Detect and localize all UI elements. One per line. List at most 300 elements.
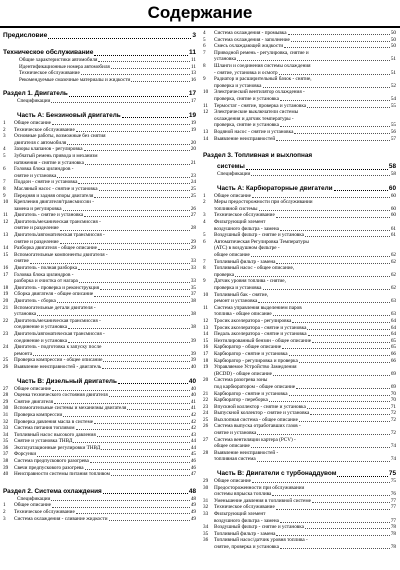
- toc-entry-title: воздушного фильтра - замена: [214, 225, 279, 232]
- toc-entry-page: 41: [190, 398, 196, 405]
- toc-entry-page: 17: [190, 98, 196, 105]
- toc-entry-title: Техническое обслуживание: [14, 509, 75, 516]
- dot-leader: [252, 482, 390, 483]
- toc-entry-page: 42: [190, 425, 196, 432]
- dot-leader: [292, 322, 389, 323]
- toc-entry-title: Двигатель - снятие и установка: [14, 212, 84, 219]
- toc-entry[interactable]: [3, 146, 196, 153]
- spacer: [3, 478, 196, 485]
- toc-entry-title: Фильтрующий элемент: [214, 511, 266, 517]
- toc-entry-title: Часть B: Двигатели с турбонаддувом: [217, 470, 337, 478]
- toc-entry[interactable]: [3, 465, 196, 472]
- toc-entry-number: 10: [203, 291, 209, 298]
- toc-entry[interactable]: [203, 171, 396, 178]
- toc-entry-page: 39: [190, 337, 196, 344]
- dot-leader: [251, 447, 390, 448]
- toc-entry-title: Зубчатый ремень привода и механизм: [14, 152, 98, 159]
- toc-entry-title: Проверка компрессии - общее описание: [14, 357, 103, 364]
- toc-entry[interactable]: [203, 377, 396, 384]
- dot-leader: [127, 409, 189, 410]
- toc-section-heading[interactable]: [203, 151, 396, 160]
- toc-entry-page: 19: [188, 111, 196, 119]
- dot-leader: [131, 81, 189, 82]
- toc-entry-title: Свечи предпускового разогрева: [14, 464, 84, 471]
- toc-entry-title: Часть A: Карбюраторные двигатели: [217, 184, 333, 192]
- toc-entry-title: Система питания топливом: [14, 425, 75, 432]
- toc-entry-number: 1: [3, 502, 6, 509]
- toc-entry[interactable]: [203, 478, 396, 485]
- toc-entry[interactable]: [203, 351, 396, 358]
- toc-entry-number: 2: [3, 509, 6, 516]
- toc-entry-page: 40: [188, 377, 196, 385]
- toc-entry[interactable]: [3, 458, 196, 465]
- dot-leader: [78, 269, 190, 270]
- toc-entry[interactable]: [203, 278, 396, 285]
- toc-entry-page: 11: [191, 57, 196, 63]
- toc-entry[interactable]: [203, 129, 396, 136]
- dot-leader: [282, 348, 390, 349]
- dot-leader: [37, 315, 190, 316]
- toc-entry-title: Уменьшение давления в топливной системе: [214, 497, 311, 504]
- toc-entry-page: 42: [190, 411, 196, 418]
- dot-leader: [51, 500, 190, 501]
- toc-entry[interactable]: [3, 166, 196, 173]
- toc-entry[interactable]: [3, 338, 196, 345]
- toc-entry-title: Двигатель/автоматическая трансмиссия -: [14, 232, 105, 239]
- toc-entry-title: Двигатель/механическая трансмиссия -: [14, 218, 101, 225]
- toc-entry[interactable]: [203, 450, 396, 457]
- toc-entry[interactable]: [3, 344, 196, 351]
- toc-entry-title: топливной системы: [214, 205, 258, 212]
- toc-entry[interactable]: [203, 298, 396, 305]
- dot-leader: [102, 368, 190, 369]
- toc-entry-title: Общее описание: [214, 478, 251, 485]
- toc-entry-title: Автоматическая Регулировка Температуры: [214, 238, 309, 245]
- toc-entry[interactable]: [203, 371, 396, 378]
- dot-leader: [99, 190, 190, 191]
- toc-entry-number: 13: [203, 324, 209, 331]
- toc-entry[interactable]: [3, 193, 196, 200]
- toc-entry-page: 39: [190, 357, 196, 364]
- toc-entry[interactable]: [203, 89, 396, 96]
- toc-entry-title: Рекомендуемые смазочные материалы и жидкости: [19, 76, 131, 83]
- toc-entry-number: 12: [203, 317, 209, 324]
- toc-entry-number: 9: [203, 278, 206, 285]
- toc-entry[interactable]: [203, 344, 396, 351]
- toc-entry[interactable]: [3, 219, 196, 226]
- toc-entry-number: 26: [203, 423, 209, 430]
- dot-leader: [33, 355, 190, 356]
- toc-entry-title: общее описание: [214, 443, 250, 450]
- toc-entry[interactable]: [3, 186, 196, 193]
- toc-entry-number: 3: [3, 515, 6, 522]
- toc-entry-number: 5: [203, 232, 206, 239]
- toc-entry-number: 35: [203, 530, 209, 537]
- toc-entry-title: под карбюратором - общее описание: [214, 383, 296, 390]
- toc-entry-page: 60: [390, 212, 396, 219]
- toc-section-heading[interactable]: [3, 111, 196, 120]
- toc-entry-number: 34: [203, 524, 209, 531]
- toc-entry[interactable]: [3, 311, 196, 318]
- dot-leader: [276, 140, 390, 141]
- toc-entry[interactable]: [3, 412, 196, 419]
- toc-entry-title: снятие и разделение: [14, 238, 59, 245]
- toc-entry[interactable]: [203, 384, 396, 391]
- dot-leader: [273, 315, 390, 316]
- dot-leader: [280, 126, 390, 127]
- toc-entry[interactable]: [3, 57, 196, 64]
- toc-entry[interactable]: [3, 206, 196, 213]
- toc-entry[interactable]: [203, 524, 396, 531]
- toc-entry-title: Масляный насос - снятие и установка: [14, 185, 98, 192]
- spacer: [203, 178, 396, 182]
- toc-entry[interactable]: [203, 423, 396, 430]
- dot-leader: [94, 55, 188, 56]
- toc-entry-number: 6: [203, 238, 206, 245]
- toc-entry[interactable]: [3, 179, 196, 186]
- toc-entry-number: 2: [203, 199, 206, 206]
- toc-entry[interactable]: [203, 232, 396, 239]
- spacer: [203, 142, 396, 149]
- dot-leader: [84, 150, 190, 151]
- toc-entry[interactable]: [203, 311, 396, 318]
- toc-entry-title: - снятие, установка и осмотр: [214, 69, 278, 76]
- toc-entry[interactable]: [203, 331, 396, 338]
- toc-entry[interactable]: [203, 252, 396, 259]
- toc-entry-page: 51: [390, 69, 396, 76]
- toc-entry[interactable]: [3, 70, 196, 77]
- toc-entry[interactable]: [203, 544, 396, 551]
- spacer: [3, 105, 196, 109]
- toc-entry[interactable]: [203, 116, 396, 123]
- toc-entry-title: Эксплуатационные регулировки ТНВД: [14, 444, 101, 451]
- toc-entry[interactable]: [3, 438, 196, 445]
- toc-entry[interactable]: [203, 410, 396, 417]
- toc-entry-page: 57: [390, 135, 396, 142]
- toc-entry-title: Форсунки: [14, 451, 37, 458]
- toc-entry[interactable]: [3, 432, 196, 439]
- toc-entry-number: 27: [3, 385, 9, 392]
- toc-entry[interactable]: [3, 425, 196, 432]
- toc-entry-number: 28: [203, 449, 209, 456]
- dot-leader: [63, 416, 190, 417]
- toc-entry-page: 38: [190, 298, 196, 304]
- dot-leader: [257, 434, 390, 435]
- dot-leader: [284, 47, 390, 48]
- toc-entry-page: 44: [190, 438, 196, 445]
- toc-entry-number: 22: [203, 397, 209, 404]
- toc-entry-title: Головка блока цилиндров -: [14, 166, 74, 173]
- dot-leader: [85, 164, 190, 165]
- toc-entry[interactable]: [203, 56, 396, 63]
- toc-entry-page: 37: [190, 291, 196, 298]
- toc-entry-page: 49: [190, 502, 196, 509]
- toc-entry-title: Топливный фильтр - замена: [214, 530, 276, 537]
- toc-entry[interactable]: [203, 318, 396, 325]
- dot-leader: [312, 342, 390, 343]
- toc-entry[interactable]: [203, 285, 396, 292]
- toc-entry-page: 19: [190, 126, 196, 133]
- toc-entry[interactable]: [203, 491, 396, 498]
- toc-entry-number: 30: [203, 484, 209, 491]
- toc-entry-number: 2: [3, 126, 6, 133]
- toc-entry-title: Электрические выключатели системы: [214, 109, 299, 116]
- toc-entry-title: Выхлопная система - общее описание: [214, 416, 298, 423]
- toc-entry[interactable]: [3, 516, 196, 523]
- toc-entry[interactable]: [3, 386, 196, 393]
- toc-entry-number: 23: [3, 330, 9, 337]
- toc-entry-page: 69: [390, 370, 396, 377]
- toc-entry[interactable]: [3, 509, 196, 516]
- toc-entry[interactable]: [3, 471, 196, 478]
- toc-entry[interactable]: [3, 153, 196, 160]
- toc-entry[interactable]: [203, 76, 396, 83]
- toc-entry-number: 19: [203, 364, 209, 371]
- toc-entry-number: 37: [3, 451, 9, 458]
- toc-entry-number: 36: [203, 537, 209, 544]
- toc-entry[interactable]: [3, 324, 196, 331]
- toc-entry[interactable]: [203, 109, 396, 116]
- toc-entry-title: Передняя и задняя опоры двигателя: [14, 192, 94, 199]
- toc-entry-number: 40: [3, 471, 9, 478]
- toc-entry[interactable]: [3, 173, 196, 180]
- toc-section-heading[interactable]: [3, 487, 196, 496]
- toc-entry[interactable]: [203, 292, 396, 299]
- toc-entry[interactable]: [203, 219, 396, 226]
- toc-entry-number: 5: [203, 36, 206, 43]
- toc-entry[interactable]: [203, 511, 396, 518]
- toc-entry[interactable]: [3, 199, 196, 206]
- toc-entry-title: установка: [14, 311, 37, 318]
- dot-leader: [122, 117, 188, 118]
- dot-leader: [251, 256, 390, 257]
- toc-entry-page: 40: [190, 363, 196, 370]
- toc-entry[interactable]: [3, 120, 196, 127]
- toc-entry-page: 25: [190, 185, 196, 192]
- dot-leader: [76, 513, 190, 514]
- toc-entry[interactable]: [3, 399, 196, 406]
- toc-entry-number: 39: [3, 464, 9, 471]
- toc-entry-title: Крепления двигателя/трансмиссии -: [14, 199, 94, 206]
- toc-entry[interactable]: [3, 245, 196, 252]
- toc-entry-title: Топливный бак - снятие,: [214, 291, 269, 298]
- toc-entry-title: ремонт и установка: [214, 298, 258, 305]
- dot-leader: [280, 230, 390, 231]
- toc-entry-title: замена и регулировка: [14, 205, 62, 212]
- toc-entry-page: 33: [190, 265, 196, 272]
- toc-entry-title: топлива - общее описание: [214, 311, 272, 318]
- toc-entry-page: 74: [390, 456, 396, 463]
- toc-entry-title: Двигатель - сборка: [14, 298, 56, 304]
- toc-entry-title: системы впрыска топлива: [214, 491, 272, 498]
- toc-entry[interactable]: [203, 364, 396, 371]
- toc-entry[interactable]: [3, 265, 196, 272]
- toc-entry-title: Спецификации: [17, 495, 51, 502]
- toc-entry-number: 11: [203, 102, 208, 109]
- toc-entry-number: 8: [203, 265, 206, 272]
- dot-leader: [90, 462, 190, 463]
- toc-entry-number: 13: [3, 232, 9, 239]
- toc-entry-number: 21: [3, 304, 9, 311]
- toc-entry[interactable]: [3, 77, 196, 84]
- toc-entry[interactable]: [203, 485, 396, 492]
- toc-entry[interactable]: [3, 392, 196, 399]
- toc-entry-page: 72: [390, 430, 396, 437]
- toc-entry-page: 13: [190, 70, 196, 77]
- toc-entry[interactable]: [3, 133, 196, 140]
- toc-entry[interactable]: [203, 443, 396, 450]
- toc-entry-page: 50: [390, 43, 396, 50]
- toc-entry[interactable]: [3, 225, 196, 232]
- toc-entry-title: Техническое обслуживание: [3, 49, 94, 56]
- toc-entry[interactable]: [203, 456, 396, 463]
- toc-entry-number: 17: [203, 350, 209, 357]
- toc-entry-page: 75: [390, 478, 396, 485]
- toc-entry[interactable]: [3, 140, 196, 147]
- toc-entry[interactable]: [3, 232, 196, 239]
- toc-section-heading[interactable]: [203, 184, 396, 193]
- toc-entry-page: 74: [390, 443, 396, 450]
- toc-entry-page: 54: [390, 95, 396, 102]
- dot-leader: [276, 263, 389, 264]
- toc-entry-title: Система выпуска отработавших газов -: [214, 423, 301, 430]
- toc-entry[interactable]: [3, 291, 196, 298]
- toc-entry-title: Меры предосторожности при обслуживании: [214, 199, 313, 206]
- toc-entry-title: Проверка компрессии: [14, 411, 63, 418]
- dot-leader: [276, 217, 390, 218]
- toc-entry[interactable]: [3, 318, 196, 325]
- toc-entry[interactable]: [3, 298, 196, 305]
- toc-section-heading[interactable]: [203, 469, 396, 478]
- dot-leader: [69, 96, 188, 97]
- toc-entry-page: 58: [388, 163, 396, 171]
- toc-entry-page: 52: [390, 82, 396, 89]
- dot-leader: [60, 243, 190, 244]
- dot-leader: [51, 102, 190, 103]
- toc-entry-title: Карбюратор - регулировка и проверка: [214, 357, 298, 364]
- toc-entry[interactable]: [203, 199, 396, 206]
- toc-entry-number: 23: [203, 403, 209, 410]
- toc-entry[interactable]: [203, 63, 396, 70]
- toc-entry-title: Тросик акселератора - регулировка: [214, 317, 292, 324]
- toc-entry[interactable]: [3, 278, 196, 285]
- dot-leader: [94, 423, 190, 424]
- toc-entry-title: Электрический вентилятор охлаждения -: [214, 89, 305, 96]
- toc-entry[interactable]: [203, 103, 396, 110]
- dot-leader: [258, 302, 390, 303]
- toc-entry[interactable]: [203, 50, 396, 57]
- toc-section-heading[interactable]: [3, 32, 196, 40]
- dot-leader: [312, 502, 390, 503]
- toc-entry-title: Раздел 1. Двигатель: [3, 90, 68, 98]
- toc-entry-page: 66: [390, 350, 396, 357]
- toc-entry[interactable]: [203, 265, 396, 272]
- toc-entry[interactable]: [3, 357, 196, 364]
- toc-entry[interactable]: [3, 445, 196, 452]
- toc-entry[interactable]: [3, 212, 196, 219]
- toc-section-heading[interactable]: [3, 377, 196, 386]
- toc-entry[interactable]: [3, 305, 196, 312]
- toc-entry-title: проверка, снятие и установка: [214, 122, 279, 129]
- toc-entry-title: общее описание: [214, 252, 250, 259]
- toc-entry-number: 28: [3, 392, 9, 399]
- toc-entry-number: 21: [203, 390, 209, 397]
- toc-entry[interactable]: [203, 136, 396, 143]
- toc-entry[interactable]: [203, 397, 396, 404]
- toc-entry[interactable]: [3, 405, 196, 412]
- toc-entry[interactable]: [203, 122, 396, 129]
- toc-entry[interactable]: [203, 272, 396, 279]
- toc-entry-number: 16: [203, 344, 209, 351]
- toc-entry-number: 7: [203, 258, 206, 265]
- toc-entry-page: 63: [390, 298, 396, 305]
- toc-entry[interactable]: [203, 30, 396, 37]
- toc-entry-title: Система охлаждения - промывка: [214, 30, 287, 36]
- page-header: [0, 0, 400, 28]
- toc-entry-page: 49: [190, 515, 196, 522]
- toc-entry-title: Шланги и соединения системы охлаждения: [214, 62, 311, 69]
- toc-section-heading[interactable]: [3, 49, 196, 57]
- toc-column-right: [203, 30, 396, 551]
- toc-entry-title: снятие: [14, 258, 29, 265]
- toc-entry[interactable]: [3, 364, 196, 371]
- toc-entry-title: Техническое обслуживание: [14, 126, 75, 133]
- toc-entry-number: 29: [203, 478, 209, 485]
- toc-entry-number: 33: [203, 511, 209, 517]
- toc-entry-number: 25: [203, 416, 209, 423]
- toc-section-heading[interactable]: [203, 162, 396, 171]
- spacer: [3, 83, 196, 87]
- toc-entry-title: Снятие и установка ТНВД: [14, 438, 73, 445]
- toc-entry-page: 70: [390, 397, 396, 404]
- dot-leader: [289, 355, 390, 356]
- toc-entry-number: 32: [203, 504, 209, 511]
- toc-entry[interactable]: [203, 96, 396, 103]
- toc-entry[interactable]: [3, 331, 196, 338]
- toc-entry-number: 4: [203, 30, 206, 36]
- toc-entry-number: 7: [203, 49, 206, 56]
- dot-leader: [52, 507, 190, 508]
- toc-entry[interactable]: [3, 252, 196, 259]
- toc-entry-page: 35: [190, 284, 196, 291]
- toc-entry-title: Термостат - снятие, проверка и установка: [214, 102, 307, 109]
- toc-entry-title: Приводной ремень - регулировка, снятие и: [214, 49, 309, 56]
- toc-entry[interactable]: [203, 325, 396, 332]
- toc-entry-page: 61: [390, 225, 396, 232]
- toc-entry-title: разборка и очистка от нагара: [14, 278, 78, 285]
- toc-entry-title: снятие, проверка и установка: [214, 543, 279, 550]
- toc-entry-title: Выпускной коллектор - снятие и установка: [214, 410, 310, 417]
- toc-entry[interactable]: [203, 504, 396, 511]
- toc-entry-title: Техническое обслуживание: [214, 504, 275, 511]
- dot-leader: [307, 329, 389, 330]
- toc-entry-title: соединение и установка: [14, 337, 68, 344]
- toc-entry-number: 14: [203, 135, 209, 142]
- toc-entry[interactable]: [203, 537, 396, 544]
- dot-leader: [84, 216, 190, 217]
- toc-entry-number: 18: [203, 357, 209, 364]
- toc-entry[interactable]: [3, 419, 196, 426]
- toc-entry-page: 72: [390, 410, 396, 417]
- toc-entry[interactable]: [203, 43, 396, 50]
- toc-entry[interactable]: [203, 430, 396, 437]
- toc-entry-page: 58: [390, 171, 396, 178]
- toc-entry-page: 11: [191, 63, 196, 70]
- dot-leader: [252, 197, 390, 198]
- toc-entry[interactable]: [3, 451, 196, 458]
- toc-entry-page: 64: [390, 324, 396, 331]
- toc-entry[interactable]: [3, 98, 196, 105]
